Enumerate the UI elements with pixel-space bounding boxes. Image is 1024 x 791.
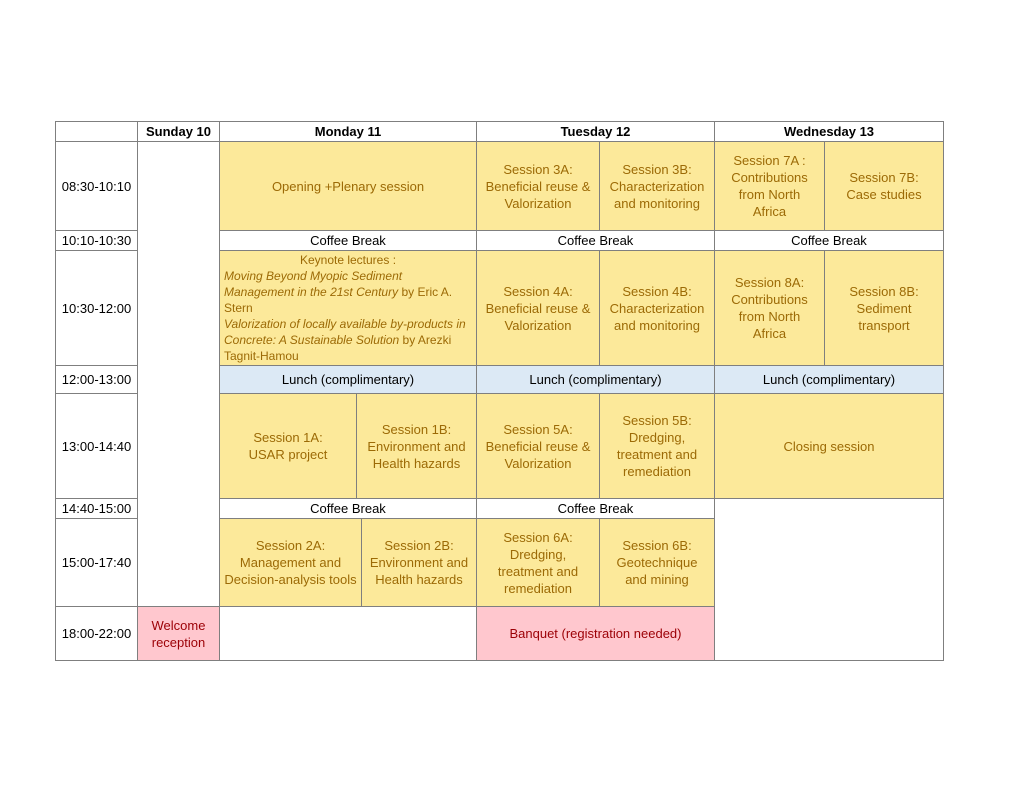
keynote-1-author: by Eric A. Stern bbox=[224, 285, 453, 315]
welcome-reception-line1: Welcome bbox=[151, 617, 206, 633]
session-5b-title: Session 5B: bbox=[622, 413, 692, 428]
session-5b bbox=[599, 393, 715, 499]
sunday-empty bbox=[137, 141, 220, 607]
session-8b-title: Session 8B: bbox=[849, 283, 919, 299]
header-corner bbox=[55, 121, 138, 142]
time-slot-8: 18:00-22:00 bbox=[55, 606, 138, 661]
tuesday-coffee-break-2: Coffee Break bbox=[476, 498, 715, 519]
session-7b-title: Session 7B: bbox=[849, 170, 919, 185]
header-monday: Monday 11 bbox=[219, 121, 477, 142]
session-7a-title: Session 7A : bbox=[733, 153, 806, 168]
session-1a bbox=[219, 393, 357, 499]
wednesday-afternoon-empty bbox=[714, 498, 944, 661]
session-6a-topic-line3: remediation bbox=[504, 580, 572, 596]
session-4b-title: Session 4B: bbox=[622, 283, 692, 299]
session-8a-title: Session 8A: bbox=[734, 275, 805, 290]
session-8a-topic-line1: Contributions bbox=[731, 292, 808, 307]
monday-lunch: Lunch (complimentary) bbox=[219, 365, 477, 394]
session-7b-topic: Case studies bbox=[846, 187, 922, 202]
session-5b-topic-line3: remediation bbox=[623, 464, 691, 479]
session-2a-title: Session 2A: bbox=[255, 538, 326, 553]
session-6a bbox=[476, 518, 600, 607]
session-6b-topic-line2: and mining bbox=[625, 572, 689, 587]
session-4b-topic-line1: Characterization bbox=[609, 300, 705, 316]
header-wednesday: Wednesday 13 bbox=[714, 121, 944, 142]
session-4a-title: Session 4A: bbox=[503, 283, 573, 299]
session-1a-topic: USAR project bbox=[248, 447, 328, 462]
session-8a-topic-line3: Africa bbox=[752, 326, 787, 341]
session-5b-topic-line1: Dredging, bbox=[628, 430, 686, 445]
wednesday-lunch: Lunch (complimentary) bbox=[714, 365, 944, 394]
session-5b-topic-line2: treatment and bbox=[616, 447, 698, 462]
welcome-reception bbox=[137, 606, 220, 661]
session-5a-title: Session 5A: bbox=[503, 421, 573, 437]
session-8a bbox=[714, 250, 825, 366]
monday-evening-empty bbox=[219, 606, 477, 661]
session-8b bbox=[824, 250, 944, 366]
session-5a bbox=[476, 393, 600, 499]
session-6b-topic-line1: Geotechnique bbox=[616, 555, 698, 570]
monday-coffee-break-1: Coffee Break bbox=[219, 230, 477, 251]
session-1b-title: Session 1B: bbox=[381, 421, 452, 437]
session-4b bbox=[599, 250, 715, 366]
time-slot-7: 15:00-17:40 bbox=[55, 518, 138, 607]
session-2b-title: Session 2B: bbox=[384, 538, 454, 553]
keynote-lectures bbox=[219, 250, 477, 366]
wednesday-coffee-break: Coffee Break bbox=[714, 230, 944, 251]
session-3a-topic-line1: Beneficial reuse & bbox=[485, 178, 591, 194]
session-7b bbox=[824, 141, 944, 231]
session-2b-topic-line2: Health hazards bbox=[375, 572, 463, 587]
session-5a-topic-line2: Valorization bbox=[504, 455, 572, 471]
session-1b-topic-line1: Environment and bbox=[367, 438, 466, 454]
time-slot-5: 13:00-14:40 bbox=[55, 393, 138, 499]
session-8a-topic-line2: from North bbox=[738, 309, 801, 324]
keynote-1 bbox=[224, 268, 472, 316]
session-4a-topic-line1: Beneficial reuse & bbox=[485, 300, 591, 316]
welcome-reception-line2: reception bbox=[151, 634, 206, 650]
session-7a bbox=[714, 141, 825, 231]
session-8b-topic-line1: Sediment bbox=[856, 300, 912, 316]
session-6a-topic-line1: Dredging, bbox=[509, 546, 567, 562]
header-tuesday: Tuesday 12 bbox=[476, 121, 715, 142]
session-5a-topic-line1: Beneficial reuse & bbox=[485, 438, 591, 454]
keynote-2-author: by Arezki Tagnit-Hamou bbox=[224, 333, 452, 363]
tuesday-coffee-break-1: Coffee Break bbox=[476, 230, 715, 251]
session-8b-topic-line2: transport bbox=[858, 317, 910, 333]
header-sunday: Sunday 10 bbox=[137, 121, 220, 142]
session-3b-title: Session 3B: bbox=[622, 161, 692, 177]
session-6b-title: Session 6B: bbox=[622, 538, 692, 553]
session-6a-topic-line2: treatment and bbox=[497, 563, 579, 579]
session-4a bbox=[476, 250, 600, 366]
session-6b bbox=[599, 518, 715, 607]
time-slot-4: 12:00-13:00 bbox=[55, 365, 138, 394]
session-3a-title: Session 3A: bbox=[503, 161, 573, 177]
session-2a-topic-line2: Decision-analysis tools bbox=[224, 572, 357, 587]
opening-plenary-session: Opening +Plenary session bbox=[219, 141, 477, 231]
conference-schedule-table bbox=[55, 121, 944, 661]
session-1a-title: Session 1A: bbox=[253, 430, 323, 445]
time-slot-3: 10:30-12:00 bbox=[55, 250, 138, 366]
session-2a bbox=[219, 518, 362, 607]
session-2a-topic-line1: Management and bbox=[239, 555, 342, 570]
session-2b bbox=[361, 518, 477, 607]
time-slot-1: 08:30-10:10 bbox=[55, 141, 138, 231]
session-3a bbox=[476, 141, 600, 231]
session-1b-topic-line2: Health hazards bbox=[372, 455, 461, 471]
session-4b-topic-line2: and monitoring bbox=[614, 317, 700, 333]
session-3a-topic-line2: Valorization bbox=[504, 195, 572, 211]
session-6a-title: Session 6A: bbox=[503, 529, 573, 545]
keynote-title: Keynote lectures : bbox=[299, 253, 397, 267]
session-2b-topic-line1: Environment and bbox=[369, 555, 469, 570]
closing-session: Closing session bbox=[714, 393, 944, 499]
session-3b-topic-line1: Characterization bbox=[609, 178, 705, 194]
session-7a-topic-line3: Africa bbox=[752, 204, 787, 219]
keynote-2-title: Valorization of locally available by-products in Concrete: A Sustainable Solution bbox=[224, 317, 466, 347]
session-3b bbox=[599, 141, 715, 231]
session-4a-topic-line2: Valorization bbox=[504, 317, 572, 333]
session-7a-topic-line1: Contributions bbox=[731, 170, 808, 185]
session-7a-topic-line2: from North bbox=[738, 187, 801, 202]
keynote-2 bbox=[224, 316, 472, 364]
monday-coffee-break-2: Coffee Break bbox=[219, 498, 477, 519]
session-3b-topic-line2: and monitoring bbox=[614, 195, 700, 211]
time-slot-2: 10:10-10:30 bbox=[55, 230, 138, 251]
banquet: Banquet (registration needed) bbox=[476, 606, 715, 661]
session-1b bbox=[356, 393, 477, 499]
time-slot-6: 14:40-15:00 bbox=[55, 498, 138, 519]
tuesday-lunch: Lunch (complimentary) bbox=[476, 365, 715, 394]
keynote-1-title: Moving Beyond Myopic Sediment Management in the 21st Century bbox=[224, 269, 403, 299]
